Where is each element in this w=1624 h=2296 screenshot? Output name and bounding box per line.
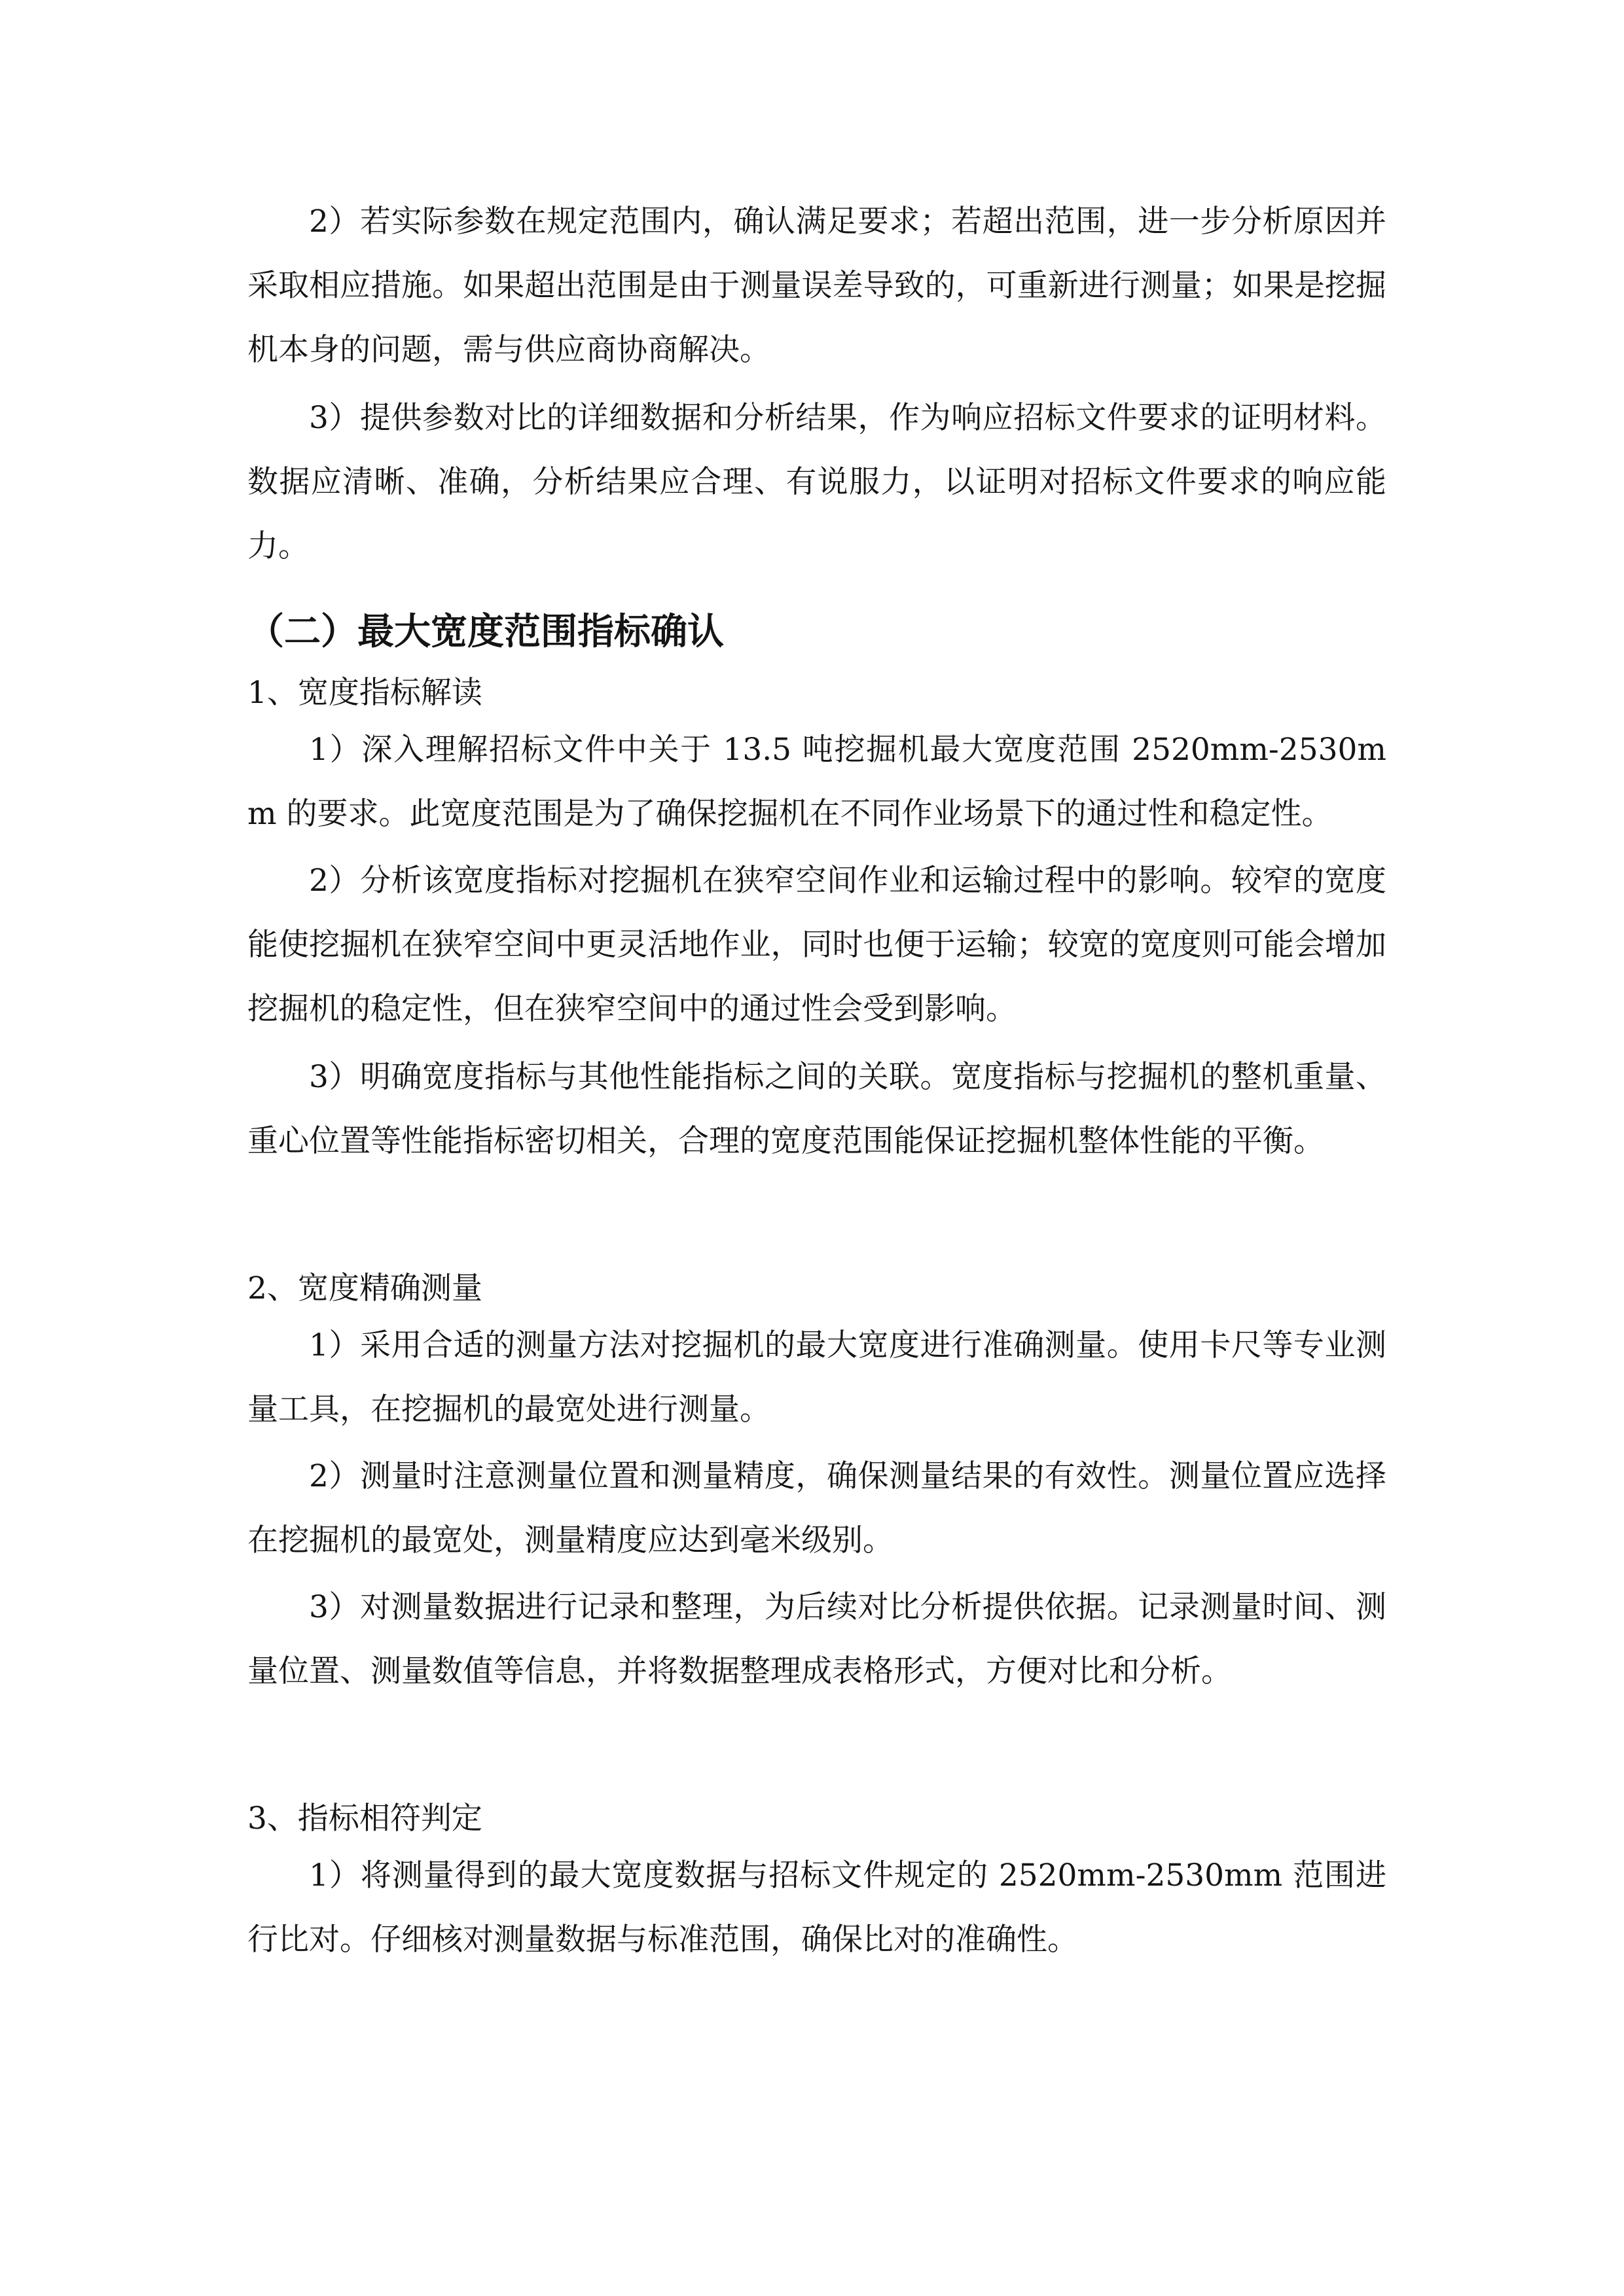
paragraph-provide-comparison: 3）提供参数对比的详细数据和分析结果，作为响应招标文件要求的证明材料。数据应清晰、准确，分析结果应合理、有说服力，以证明对招标文件要求的响应能力。: [247, 400, 1386, 564]
subheading-width-measurement: 2、宽度精确测量: [247, 1270, 482, 1306]
section-title-max-width: （二）最大宽度范围指标确认: [247, 610, 724, 653]
subheading-index-conformity: 3、指标相符判定: [247, 1801, 482, 1837]
paragraph-record-data: 3）对测量数据进行记录和整理，为后续对比分析提供依据。记录测量时间、测量位置、测量数值等信息，并将数据整理成表格形式，方便对比和分析。: [247, 1589, 1386, 1689]
paragraph-parameter-in-range: 2）若实际参数在规定范围内，确认满足要求；若超出范围，进一步分析原因并采取相应措施。如果超出范围是由于测量误差导致的，可重新进行测量；如果是挖掘机本身的问题，需与供应商协商解决。: [247, 204, 1386, 368]
paragraph-width-impact: 2）分析该宽度指标对挖掘机在狭窄空间作业和运输过程中的影响。较窄的宽度能使挖掘机在狭窄空间中更灵活地作业，同时也便于运输；较宽的宽度则可能会增加挖掘机的稳定性，但在狭窄空间中的通过性会受到影响。: [247, 863, 1386, 1027]
paragraph-understand-width-requirement: 1）深入理解招标文件中关于 13.5 吨挖掘机最大宽度范围 2520mm-2530mm 的要求。此宽度范围是为了确保挖掘机在不同作业场景下的通过性和稳定性。: [247, 732, 1386, 832]
paragraph-measurement-method: 1）采用合适的测量方法对挖掘机的最大宽度进行准确测量。使用卡尺等专业测量工具，在挖掘机的最宽处进行测量。: [247, 1327, 1386, 1427]
paragraph-measurement-precision: 2）测量时注意测量位置和测量精度，确保测量结果的有效性。测量位置应选择在挖掘机的最宽处，测量精度应达到毫米级别。: [247, 1458, 1386, 1558]
paragraph-compare-range: 1）将测量得到的最大宽度数据与招标文件规定的 2520mm-2530mm 范围进行比对。仔细核对测量数据与标准范围，确保比对的准确性。: [247, 1857, 1386, 1958]
subheading-width-interpretation: 1、宽度指标解读: [247, 675, 482, 711]
paragraph-width-correlation: 3）明确宽度指标与其他性能指标之间的关联。宽度指标与挖掘机的整机重量、重心位置等性能指标密切相关，合理的宽度范围能保证挖掘机整体性能的平衡。: [247, 1059, 1386, 1159]
